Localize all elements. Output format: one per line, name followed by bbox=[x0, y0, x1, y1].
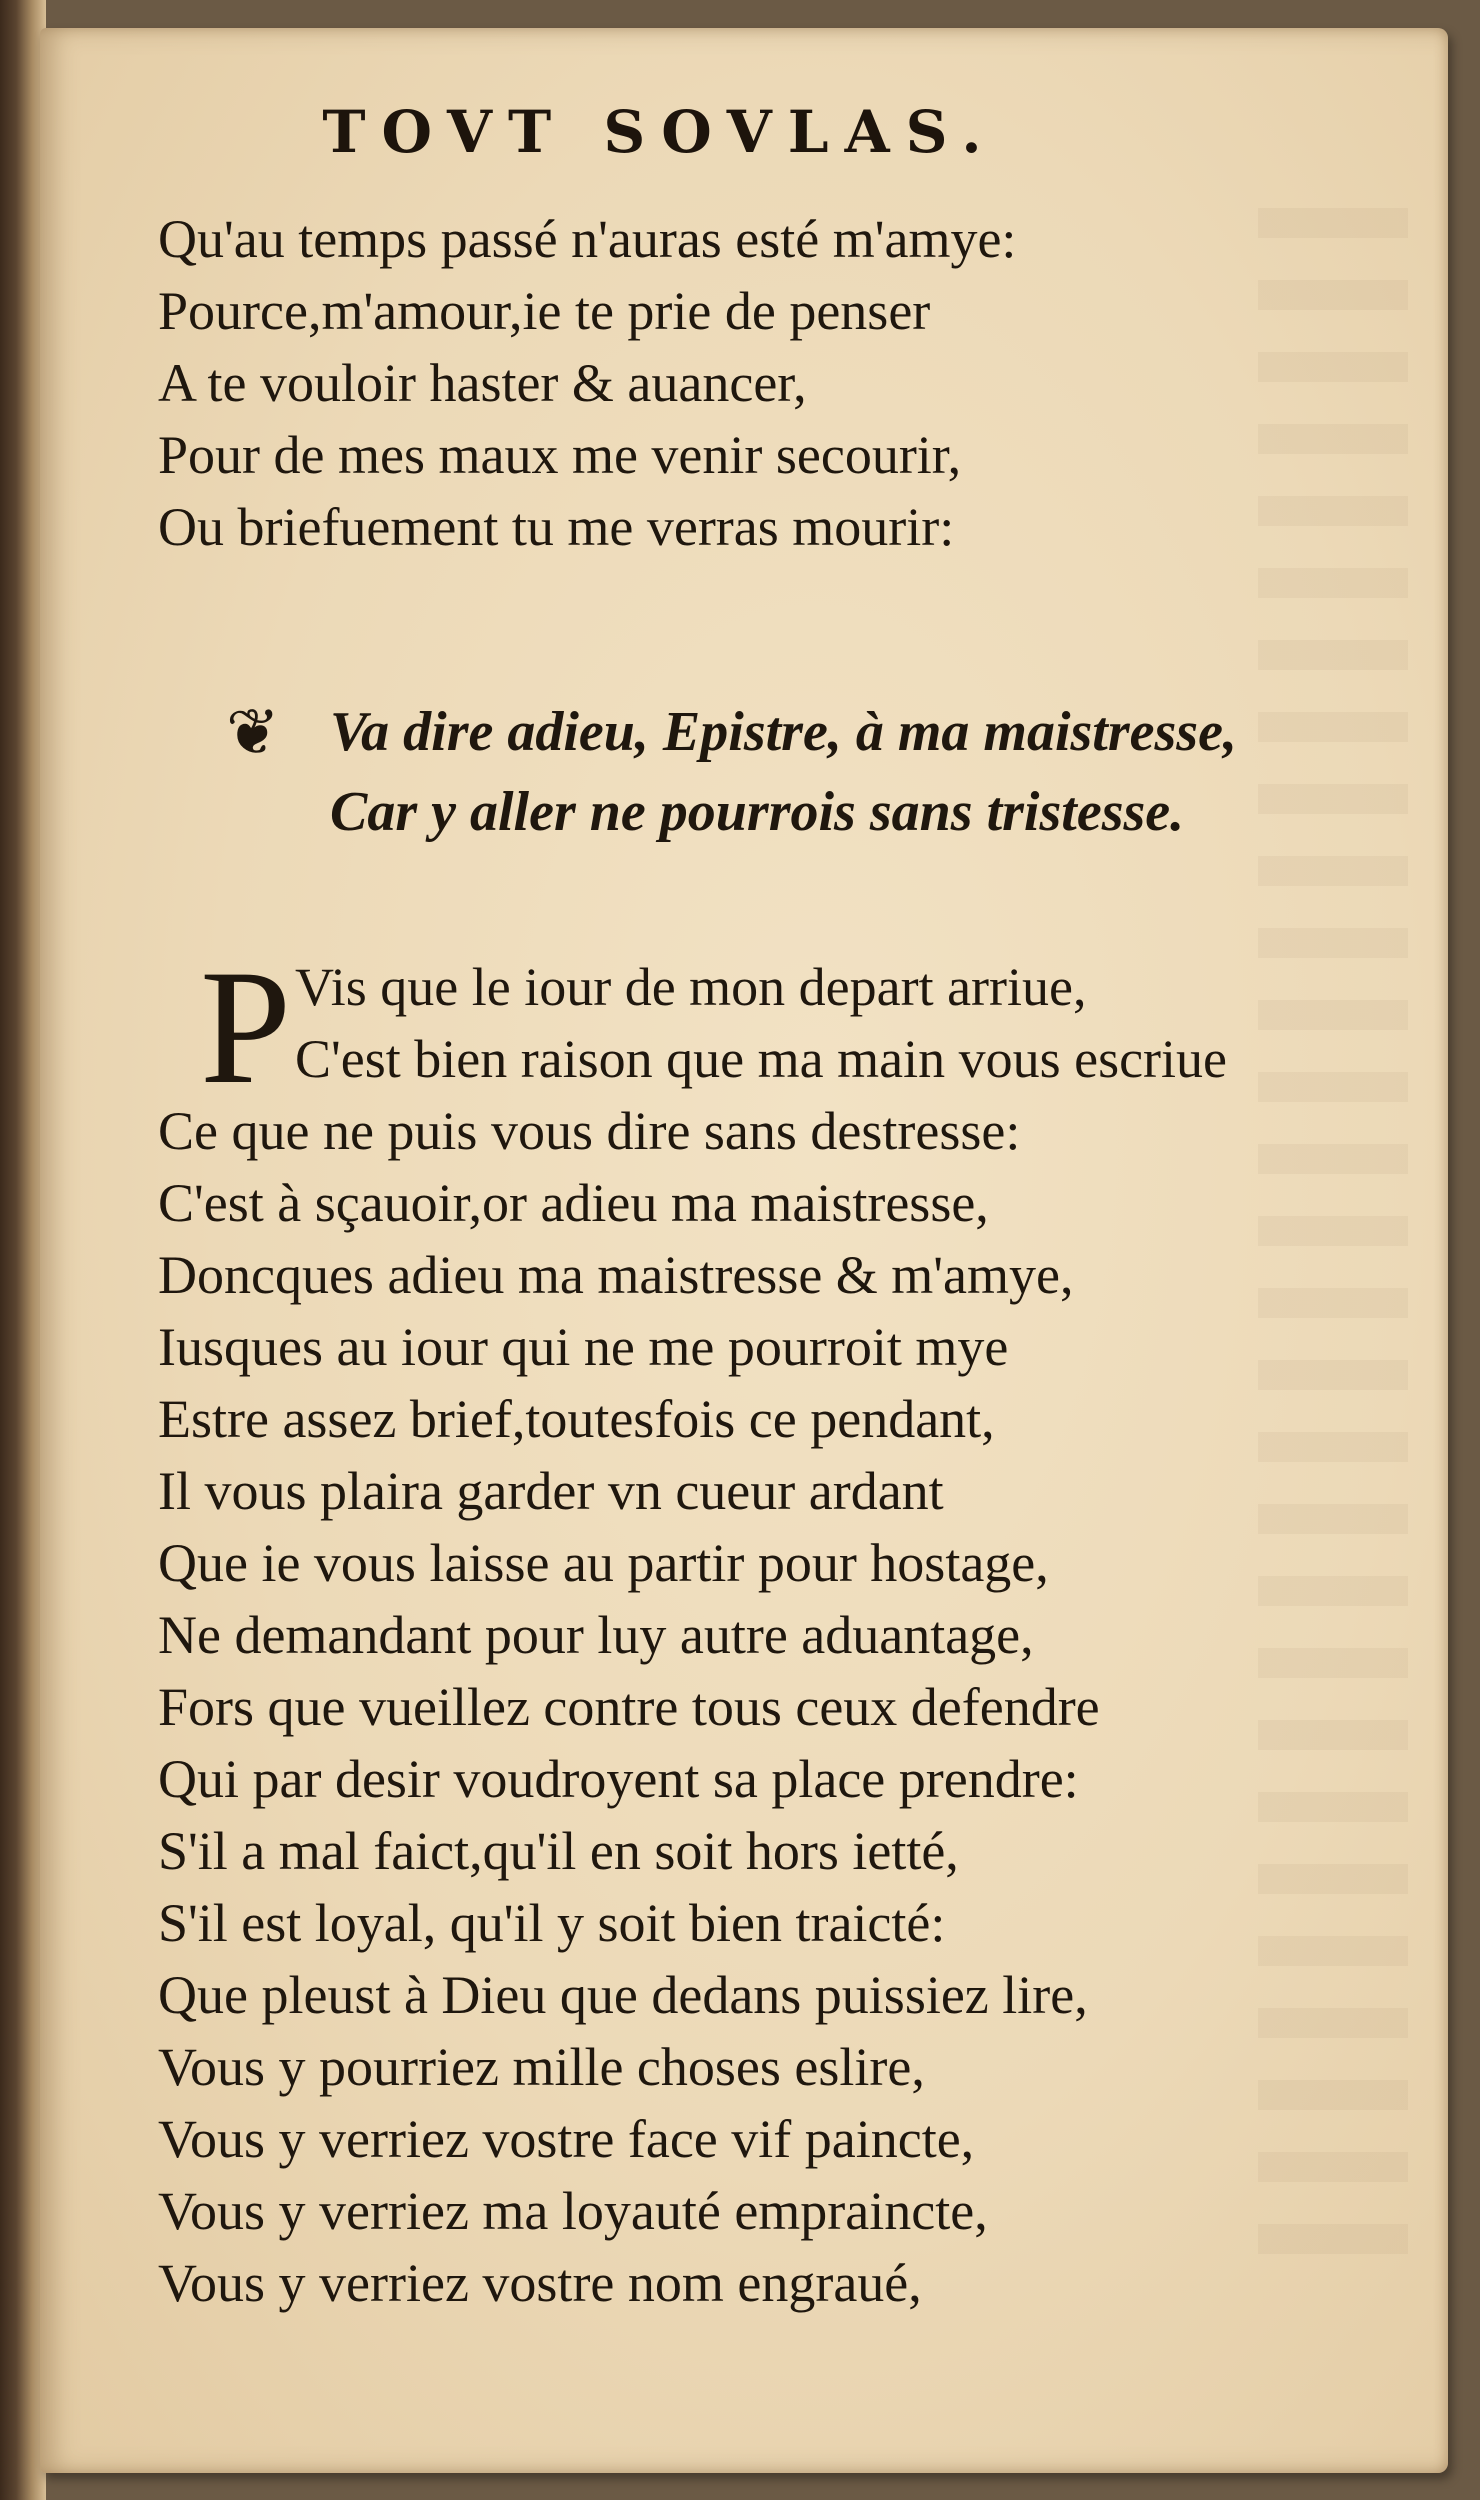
drop-cap: P bbox=[200, 937, 292, 1118]
verse-line: C'est à sçauoir,or adieu ma maistresse, bbox=[158, 1173, 989, 1233]
fleuron-ornament-icon: ❦ bbox=[226, 696, 280, 770]
verse-line: Que pleust à Dieu que dedans puissiez lire, bbox=[158, 1965, 1088, 2025]
verse-line: Ce que ne puis vous dire sans destresse: bbox=[158, 1101, 1021, 1161]
verse-line: Vis que le iour de mon depart arriue, bbox=[295, 957, 1087, 1017]
verse-line: Estre assez brief,toutesfois ce pendant, bbox=[158, 1389, 995, 1449]
verse-line: Que ie vous laisse au partir pour hostage, bbox=[158, 1533, 1049, 1593]
verse-line: Vous y verriez ma loyauté empraincte, bbox=[158, 2181, 988, 2241]
book-page bbox=[40, 28, 1448, 2473]
verse-line: Vous y pourriez mille choses eslire, bbox=[158, 2037, 925, 2097]
verse-line: Ne demandant pour luy autre aduantage, bbox=[158, 1605, 1034, 1665]
verse-line: C'est bien raison que ma main vous escriue bbox=[295, 1029, 1228, 1089]
verse-line: Fors que vueillez contre tous ceux defendre bbox=[158, 1677, 1100, 1737]
verse-line: S'il est loyal, qu'il y soit bien traicté: bbox=[158, 1893, 946, 1953]
verse-line: Pour de mes maux me venir secourir, bbox=[158, 425, 962, 485]
verse-line: Vous y verriez vostre face vif paincte, bbox=[158, 2109, 975, 2169]
verse-line: Iusques au iour qui ne me pourroit mye bbox=[158, 1317, 1009, 1377]
verse-line: Vous y verriez vostre nom engraué, bbox=[158, 2253, 922, 2313]
verse-line: Ou briefuement tu me verras mourir: bbox=[158, 497, 955, 557]
verse-line: Qui par desir voudroyent sa place prendre: bbox=[158, 1749, 1079, 1809]
heading-line: Va dire adieu, Epistre, à ma maistresse, bbox=[330, 701, 1237, 763]
verse-line: Pource,m'amour,ie te prie de penser bbox=[158, 281, 931, 341]
running-head: TOVT SOVLAS. bbox=[322, 98, 998, 166]
verse-line: Il vous plaira garder vn cueur ardant bbox=[158, 1461, 944, 1521]
verse-line: Doncques adieu ma maistresse & m'amye, bbox=[158, 1245, 1074, 1305]
show-through-text bbox=[1258, 208, 1408, 2258]
verse-line: Qu'au temps passé n'auras esté m'amye: bbox=[158, 209, 1017, 269]
verse-line: A te vouloir haster & auancer, bbox=[158, 353, 807, 413]
verse-line: S'il a mal faict,qu'il en soit hors ietté, bbox=[158, 1821, 959, 1881]
heading-line: Car y aller ne pourrois sans tristesse. bbox=[330, 781, 1185, 843]
